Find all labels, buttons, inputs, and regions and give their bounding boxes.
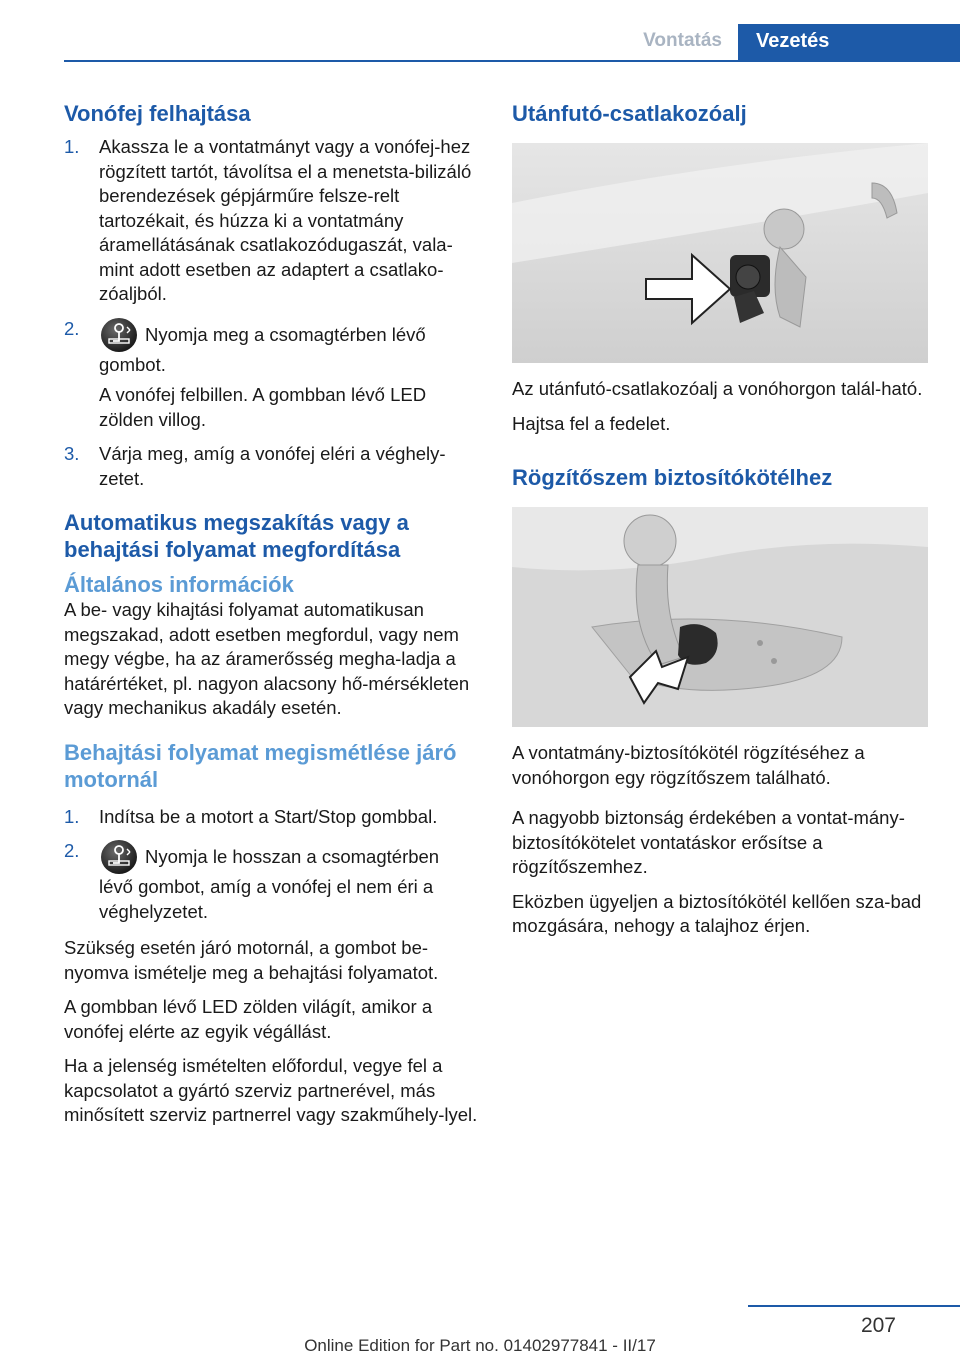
paragraph: Hajtsa fel a fedelet. <box>512 412 671 434</box>
step-text: Nyomja meg a csomagtérben lévő gombot. <box>99 323 426 375</box>
section-title-utanfuto: Utánfutó-csatlakozóalj <box>512 101 747 126</box>
subsection-title-altalanos: Általános információk <box>64 572 294 597</box>
right-column <box>512 100 928 949</box>
paragraph: A vontatmány-biztosítókötél rögzítéséhez a vonóhorgon egy rögzítőszem található. <box>512 742 865 788</box>
paragraph: Ha a jelenség ismételten előfordul, vegye fel a kapcsolatot a gyártó szerviz partnerével, más minősített szerviz partnerrel vagy szakműhely-lyel. <box>64 1055 478 1125</box>
step-number: 2. <box>64 840 80 861</box>
step-text: Várja meg, amíg a vonófej eléri a véghely-zetet. <box>99 443 446 489</box>
step-text: Nyomja le hosszan a csomagtérben lévő gombot, amíg a vonófej el nem éri a véghelyzetet. <box>99 846 440 922</box>
paragraph: A gombban lévő LED zölden világít, amikor a vonófej elérte az egyik végállást. <box>64 996 433 1042</box>
paragraph: Eközben ügyeljen a biztosítókötél kellően sza-bad mozgására, nehogy a talajhoz érjen. <box>512 890 922 936</box>
step-number: 1. <box>64 805 80 827</box>
section-tab: Vontatás <box>643 30 722 51</box>
socket-illustration <box>512 143 928 363</box>
steps-list-1 <box>64 135 478 491</box>
step-number: 2. <box>64 317 80 339</box>
step-number: 1. <box>64 136 80 157</box>
step-text: Indítsa be a motort a Start/Stop gombbal. <box>99 805 438 827</box>
step-text: Akassza le a vontatmányt vagy a vonófej-hez rögzített tartót, távolítsa el a menetsta-bilizáló berendezések gépjárműre felsze-relt tartozékait, és húzza ki a vontatmány áramellátásának csatlakozódugaszát, vala-mint adott esetben az adaptert a csatlako-zóaljból. <box>99 136 472 304</box>
list-item <box>64 839 478 924</box>
footer-rule <box>748 1305 960 1307</box>
tow-hitch-button-icon <box>99 839 139 875</box>
section-title-automatikus: Automatikus megszakítás vagy a behajtási folyamat megfordítása <box>64 510 409 562</box>
edition-footer: Online Edition for Part no. 01402977841 - II/17 <box>304 1336 656 1355</box>
section-title-vonofej: Vonófej felhajtása <box>64 101 251 126</box>
paragraph: Az utánfutó-csatlakozóalj a vonóhorgon talál-ható. <box>512 378 923 399</box>
chapter-tab: Vezetés <box>738 24 960 62</box>
step-number: 3. <box>64 443 80 464</box>
section-title-rogzitoszem: Rögzítőszem biztosítókötélhez <box>512 465 833 490</box>
list-item <box>64 135 478 307</box>
left-column <box>64 100 478 1138</box>
page-number: 207 <box>860 1314 896 1337</box>
paragraph: A nagyobb biztonság érdekében a vontat-mány-biztosítókötelet vontatáskor erősítse a rögzítőszemhez. <box>512 807 905 877</box>
paragraph: A be- vagy kihajtási folyamat automatikusan megszakad, adott esetben megfordul, vagy nem megy végbe, ha az áramerősség megha-ladja a határértéket, pl. nagyon alacsony hő-mérsékleten vagy mechanikus akadály esetén. <box>64 599 470 718</box>
step-result: A vonófej felbillen. A gombban lévő LED zölden villog. <box>99 384 427 430</box>
subsection-title-behajtasi: Behajtási folyamat megismétlése járó motornál <box>64 739 457 792</box>
list-item <box>64 317 478 433</box>
list-item <box>64 805 478 830</box>
eyelet-illustration <box>512 507 928 727</box>
list-item <box>64 442 478 491</box>
tow-hitch-button-icon <box>99 317 139 353</box>
steps-list-2 <box>64 805 478 925</box>
paragraph: Szükség esetén járó motornál, a gombot be-nyomva ismételje meg a behajtási folyamatot. <box>64 937 439 983</box>
